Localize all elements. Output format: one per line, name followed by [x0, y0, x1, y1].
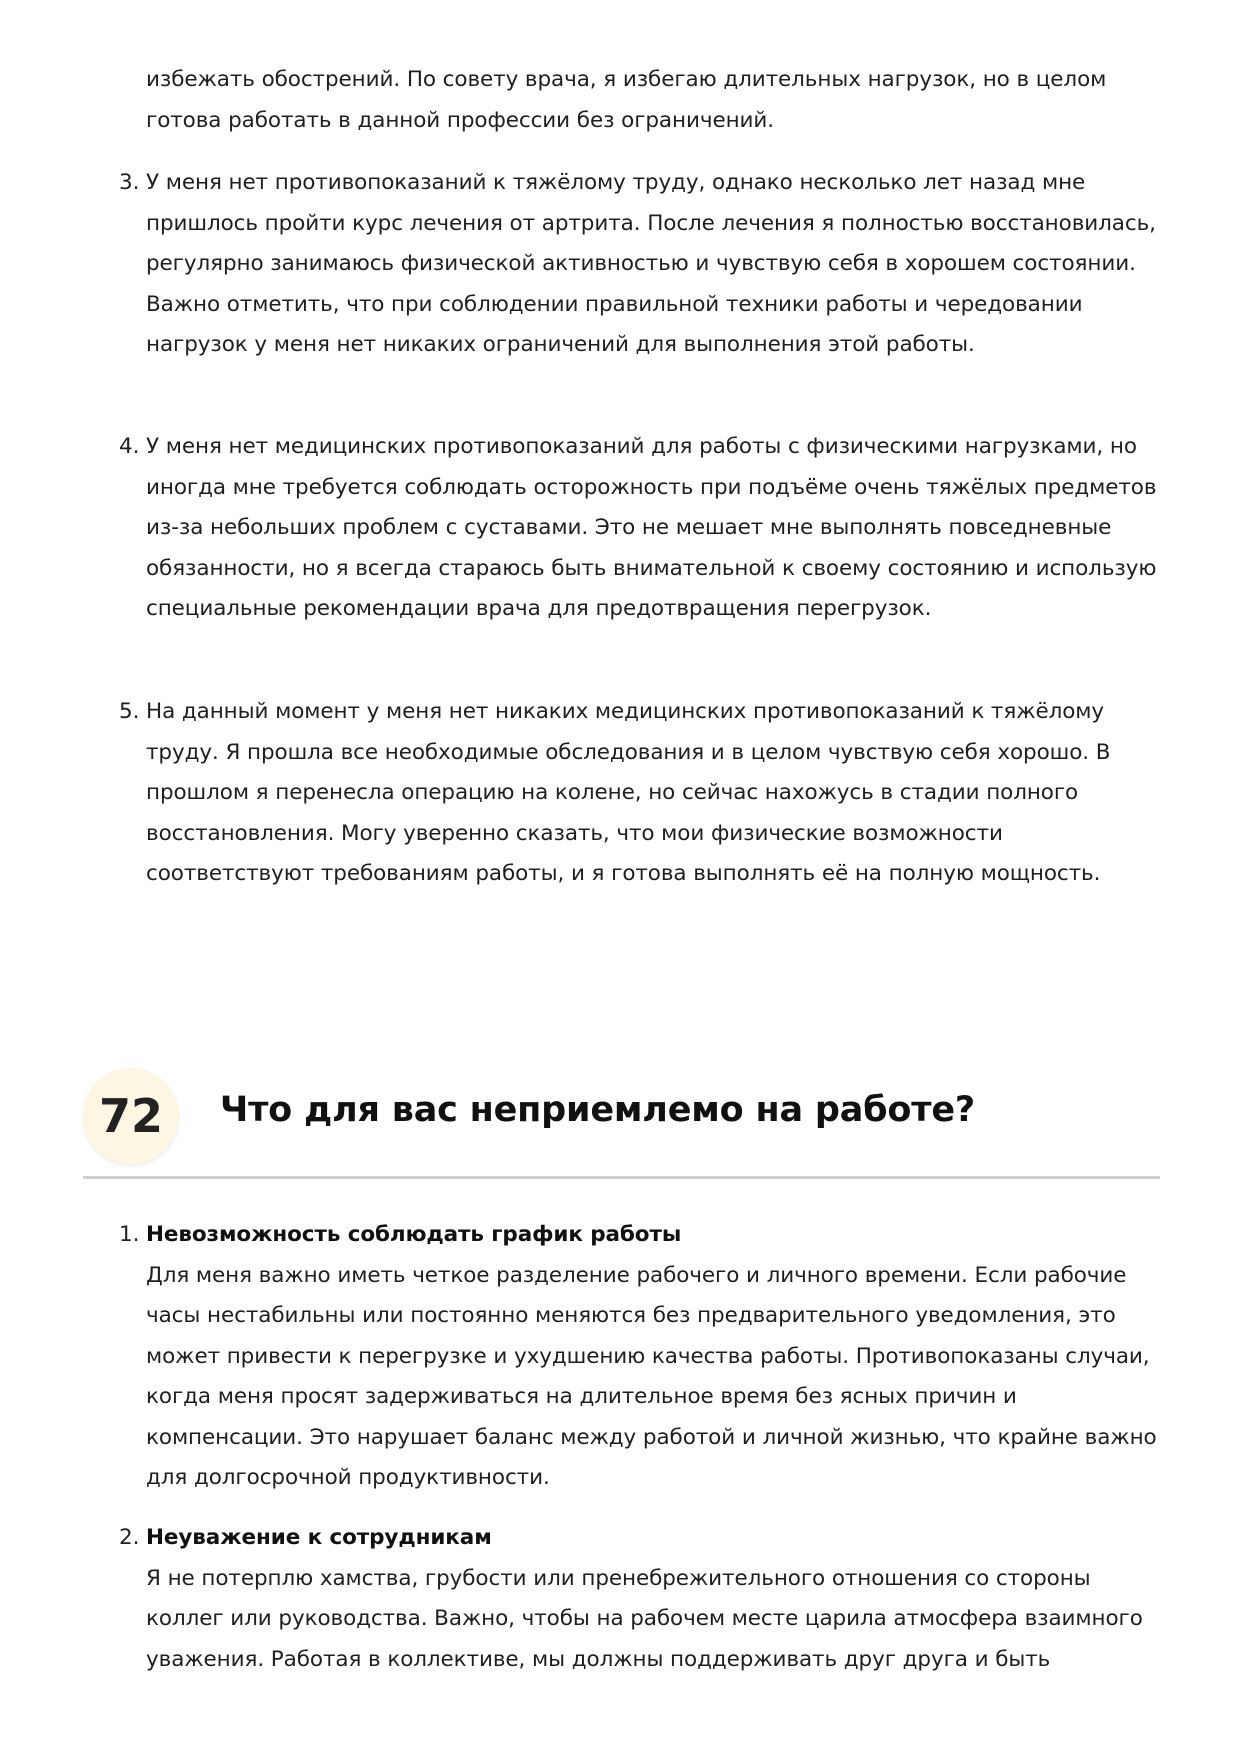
list-item-number: 4. — [119, 434, 140, 459]
list-item-number: 3. — [119, 170, 140, 195]
list-item-text: У меня нет медицинских противопоказаний для работы с физическими нагрузками, но иногда мне требуется соблюдать осторожность при подъёме очень тяжёлых предметов из-за небольших проблем с суставами. Это не мешает мне выполнять повседневные обязанности, но я всегда стараюсь быть внимательной к своему состоянию и использую специальные рекомендации врача для предотвращения перегрузок. — [146, 434, 1157, 621]
list-item-text: Я не потерплю хамства, грубости или пренебрежительного отношения со стороны коллег или руководства. Важно, чтобы на рабочем месте царила атмосфера взаимного уважения. Работая в коллективе, мы должны поддерживать друг друга и быть — [146, 1565, 1143, 1672]
continuation-paragraph: избежать обострений. По совету врача, я избегаю длительных нагрузок, но в целом готова работать в данной профессии без ограничений. — [146, 67, 1107, 133]
section-number-badge: 72 — [83, 1068, 179, 1164]
list-item-title: Неуважение к сотрудникам — [146, 1525, 492, 1550]
list-item-title: Невозможность соблюдать график работы — [146, 1222, 682, 1247]
list-item — [146, 1518, 1166, 1680]
list-item-number: 5. — [119, 699, 140, 724]
list-item — [146, 1215, 1166, 1499]
list-item-text: У меня нет противопоказаний к тяжёлому труду, однако несколько лет назад мне пришлось пройти курс лечения от артрита. После лечения я полностью восстановилась, регулярно занимаюсь физической активностью и чувствую себя в хорошем состоянии. Важно отметить, что при соблюдении правильной техники работы и чередовании нагрузок у меня нет никаких ограничений для выполнения этой работы. — [146, 170, 1156, 357]
section-divider — [83, 1176, 1160, 1179]
list-item-text: Для меня важно иметь четкое разделение рабочего и личного времени. Если рабочие часы нестабильны или постоянно меняются без предварительного уведомления, это может привести к перегрузке и ухудшению качества работы. Противопоказаны случаи, когда меня просят задерживаться на длительное время без ясных причин и компенсации. Это нарушает баланс между работой и личной жизнью, что крайне важно для долгосрочной продуктивности. — [146, 1262, 1157, 1490]
section-title: Что для вас неприемлемо на работе? — [220, 1090, 975, 1130]
list-item-number: 2. — [119, 1525, 140, 1550]
list-item-text: На данный момент у меня нет никаких медицинских противопоказаний к тяжёлому труду. Я прошла все необходимые обследования и в целом чувствую себя хорошо. В прошлом я перенесла операцию на колене, но сейчас нахожусь в стадии полного восстановления. Могу уверенно сказать, что мои физические возможности соответствуют требованиям работы, и я готова выполнять её на полную мощность. — [146, 699, 1111, 886]
section-header — [83, 1068, 1160, 1178]
list-item-number: 1. — [119, 1222, 140, 1247]
